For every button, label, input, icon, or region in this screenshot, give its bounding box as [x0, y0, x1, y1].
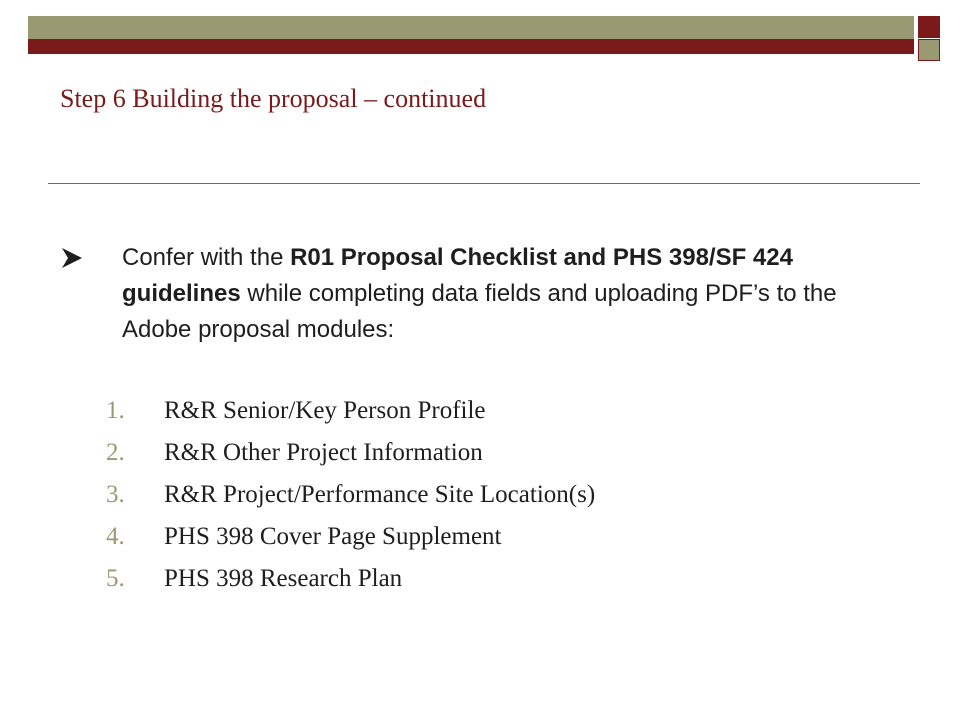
list-item-text: PHS 398 Cover Page Supplement [164, 523, 502, 550]
corner-square-outline [918, 39, 940, 61]
main-bullet-text [60, 240, 900, 348]
main-bullet-text-bold: R01 Proposal Checklist and PHS 398/SF 424 guidelines [122, 244, 793, 307]
header-decoration-bar [28, 16, 914, 54]
list-item-text: R&R Other Project Information [164, 439, 483, 466]
header-maroon-band [28, 39, 914, 54]
list-item [106, 558, 595, 600]
main-bullet [60, 240, 900, 348]
list-item [106, 516, 595, 558]
list-item-number: 1. [106, 397, 125, 424]
main-bullet-text-start: Confer with the [122, 244, 291, 271]
slide-title: Step 6 Building the proposal – continued [60, 84, 487, 113]
list-item-text: R&R Senior/Key Person Profile [164, 397, 486, 424]
list-item-number: 2. [106, 439, 125, 466]
list-item [106, 432, 595, 474]
title-divider [48, 183, 920, 184]
list-item-text: R&R Project/Performance Site Location(s) [164, 481, 596, 508]
list-item [106, 390, 595, 432]
list-item-number: 5. [106, 565, 125, 592]
list-item-text: PHS 398 Research Plan [164, 565, 403, 592]
corner-square-filled [918, 16, 940, 38]
module-list [106, 390, 595, 600]
main-bullet-text-end: while completing data fields and uploading PDF’s to the Adobe proposal modules: [122, 280, 837, 343]
list-item-number: 4. [106, 523, 125, 550]
list-item [106, 474, 595, 516]
header-olive-band [28, 16, 914, 39]
arrow-bullet-icon [60, 247, 84, 269]
list-item-number: 3. [106, 481, 125, 508]
